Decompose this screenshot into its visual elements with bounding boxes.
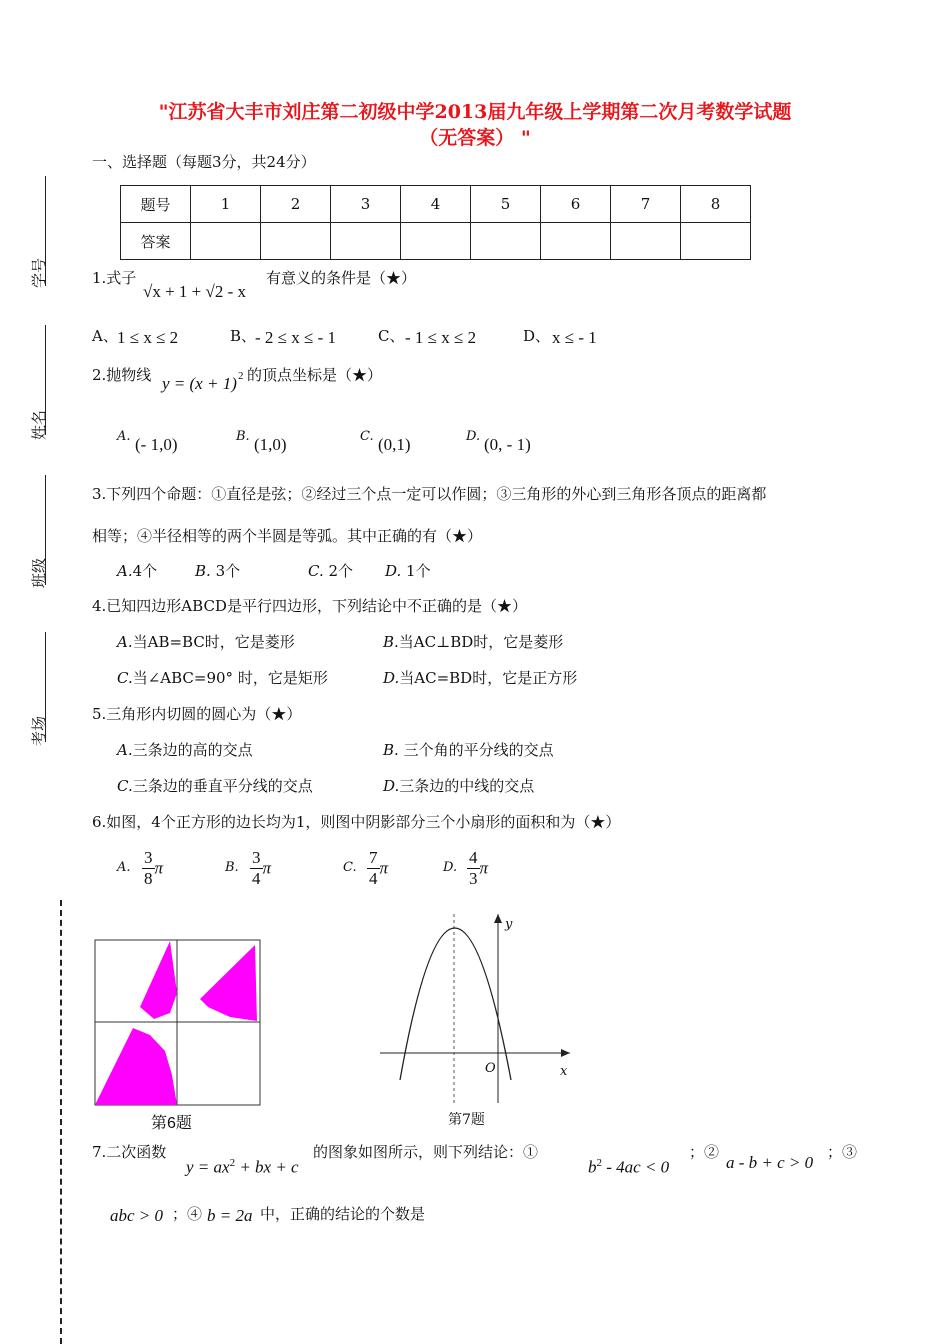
q5-option-b-text: 三个角的平分线的交点 bbox=[398, 741, 554, 759]
q6-option-c bbox=[367, 848, 388, 889]
fig7-y-axis-label: y bbox=[505, 917, 513, 932]
q4-stem: 4.已知四边形ABCD是平行四边形，下列结论中不正确的是（★） bbox=[92, 597, 527, 615]
q2-option-b-label: B. bbox=[236, 429, 250, 444]
question-number-cell: 1 bbox=[191, 186, 261, 223]
q4-option-d-text: 当AC=BD时，它是正方形 bbox=[399, 669, 578, 687]
side-label-class: 班级 bbox=[30, 557, 48, 588]
numerator: 3 bbox=[252, 848, 261, 867]
q1-stem-prefix: 1.式子 bbox=[92, 269, 137, 287]
q6-option-b-label: B. bbox=[225, 860, 239, 875]
q7-conclusion-3: abc > 0 bbox=[110, 1206, 164, 1225]
q3-option-d-text: 1个 bbox=[401, 562, 431, 580]
q5-option-c-label: C. bbox=[117, 777, 133, 795]
q2-option-b: (1,0) bbox=[254, 435, 287, 454]
denominator: 3 bbox=[469, 869, 478, 888]
q7-separator: ；④ bbox=[172, 1205, 203, 1223]
numerator: 3 bbox=[144, 848, 153, 867]
q5-option-a bbox=[117, 740, 253, 760]
pi-symbol: π bbox=[379, 858, 389, 878]
q3-option-b bbox=[195, 561, 240, 581]
q3-stem-line1: 3.下列四个命题：①直径是弦；②经过三个点一定可以作圆；③三角形的外心到三角形各顶点的距离都 bbox=[92, 485, 767, 503]
q3-option-d bbox=[385, 561, 431, 581]
q2-expression: y = (x + 1) bbox=[162, 374, 237, 393]
shaded-sector bbox=[95, 1028, 177, 1105]
answer-table-answer-row bbox=[121, 223, 751, 260]
q7-conclusion-1 bbox=[588, 1153, 669, 1178]
q5-option-d bbox=[383, 776, 534, 796]
q6-option-a bbox=[142, 848, 163, 889]
q5-option-d-text: 三条边的中线的交点 bbox=[399, 777, 535, 795]
shaded-sector bbox=[140, 941, 177, 1019]
fig7-x-axis-label: x bbox=[560, 1064, 568, 1079]
q7-function-rest: + bx + c bbox=[235, 1157, 299, 1177]
question-number-cell: 3 bbox=[331, 186, 401, 223]
q4-option-c bbox=[117, 668, 328, 688]
table-row-label: 题号 bbox=[121, 186, 191, 223]
q2-option-c: (0,1) bbox=[378, 435, 411, 454]
q2-option-a: (- 1,0) bbox=[135, 435, 178, 454]
figure-7-caption: 第7题 bbox=[448, 1112, 485, 1128]
q4-option-a-label: A. bbox=[117, 633, 133, 651]
denominator: 4 bbox=[252, 869, 261, 888]
q2-option-c-label: C. bbox=[360, 429, 374, 444]
q1-option-d-label: D、 bbox=[523, 327, 551, 345]
q7-stem-tail: 中，正确的结论的个数是 bbox=[260, 1205, 426, 1223]
question-number-cell: 8 bbox=[681, 186, 751, 223]
fraction bbox=[367, 848, 380, 889]
q3-option-c-label: C. bbox=[308, 562, 324, 580]
q1-option-a: 1 ≤ x ≤ 2 bbox=[117, 328, 179, 347]
fig7-origin-label: O bbox=[485, 1061, 496, 1076]
q2-stem-prefix: 2.抛物线 bbox=[92, 366, 152, 384]
answer-table-header-row bbox=[121, 186, 751, 223]
q6-option-b bbox=[250, 848, 271, 889]
figure-7-parabola bbox=[378, 908, 578, 1108]
question-number-cell: 5 bbox=[471, 186, 541, 223]
q6-option-c-label: C. bbox=[343, 860, 357, 875]
q1-option-d: x ≤ - 1 bbox=[552, 328, 597, 347]
q6-option-a-label: A. bbox=[117, 860, 131, 875]
q4-option-b bbox=[383, 632, 563, 652]
q1-option-b-label: B、 bbox=[230, 327, 257, 345]
q7-function bbox=[186, 1153, 299, 1178]
answer-cell[interactable] bbox=[541, 223, 611, 260]
cut-line bbox=[60, 900, 62, 1344]
pi-symbol: π bbox=[262, 858, 272, 878]
answer-cell[interactable] bbox=[191, 223, 261, 260]
q7-c1-base: b bbox=[588, 1157, 597, 1177]
side-label-exam-room: 考场 bbox=[30, 715, 48, 746]
q3-stem-line2: 相等；④半径相等的两个半圆是等弧。其中正确的有（★） bbox=[92, 527, 483, 545]
numerator: 7 bbox=[369, 848, 378, 867]
q5-stem: 5.三角形内切圆的圆心为（★） bbox=[92, 705, 302, 723]
q3-option-b-label: B. bbox=[195, 562, 211, 580]
q3-option-d-label: D. bbox=[385, 562, 402, 580]
q4-option-d-label: D. bbox=[383, 669, 400, 687]
q3-option-c-text: 2个 bbox=[323, 562, 354, 580]
q5-option-a-label: A. bbox=[117, 741, 133, 759]
question-number-cell: 2 bbox=[261, 186, 331, 223]
q7-stem-mid: 的图象如图所示，则下列结论：① bbox=[313, 1143, 539, 1161]
answer-cell[interactable] bbox=[331, 223, 401, 260]
fraction bbox=[250, 848, 263, 889]
q3-option-b-text: 3个 bbox=[210, 562, 241, 580]
answer-cell[interactable] bbox=[471, 223, 541, 260]
q3-option-a-label: A. bbox=[117, 562, 133, 580]
q1-option-a-label: A、 bbox=[92, 327, 118, 345]
pi-symbol: π bbox=[479, 858, 489, 878]
exam-title-line2: （无答案） " bbox=[419, 127, 531, 149]
q1-expression: √x + 1 + √2 - x bbox=[143, 282, 246, 301]
q5-option-c bbox=[117, 776, 313, 796]
q3-option-c bbox=[308, 561, 353, 581]
figure-6-squares bbox=[90, 935, 265, 1110]
denominator: 4 bbox=[369, 869, 378, 888]
q7-conclusion-2: a - b + c > 0 bbox=[726, 1153, 814, 1172]
parabola-curve bbox=[400, 928, 511, 1080]
q7-function-exp: 2 bbox=[229, 1157, 236, 1169]
q2-exponent: 2 bbox=[238, 370, 244, 382]
q1-stem-suffix: 有意义的条件是（★） bbox=[266, 269, 417, 287]
denominator: 8 bbox=[144, 869, 153, 888]
side-label-student-id: 学号 bbox=[30, 257, 48, 288]
pi-symbol: π bbox=[154, 858, 164, 878]
answer-cell[interactable] bbox=[401, 223, 471, 260]
section-heading: 一、选择题（每题3分，共24分） bbox=[92, 153, 316, 171]
q5-option-b bbox=[383, 740, 554, 760]
side-label-name: 姓名 bbox=[30, 409, 48, 440]
q2-option-a-label: A. bbox=[117, 429, 131, 444]
q3-option-a-text: 4个 bbox=[132, 562, 158, 580]
answer-table bbox=[120, 185, 751, 260]
q5-option-b-label: B. bbox=[383, 741, 399, 759]
q2-option-d-label: D. bbox=[466, 429, 481, 444]
shaded-sector bbox=[200, 945, 257, 1021]
question-number-cell: 7 bbox=[611, 186, 681, 223]
q7-separator: ；③ bbox=[827, 1143, 858, 1161]
q4-option-a-text: 当AB=BC时，它是菱形 bbox=[132, 633, 295, 651]
q7-stem-prefix: 7.二次函数 bbox=[92, 1143, 167, 1161]
fraction bbox=[467, 848, 480, 889]
exam-title-line1: "江苏省大丰市刘庄第二初级中学2013届九年级上学期第二次月考数学试题 bbox=[158, 101, 792, 123]
numerator: 4 bbox=[469, 848, 478, 867]
q4-option-b-text: 当AC⊥BD时，它是菱形 bbox=[398, 633, 564, 651]
answer-cell[interactable] bbox=[611, 223, 681, 260]
answer-cell[interactable] bbox=[681, 223, 751, 260]
q5-option-d-label: D. bbox=[383, 777, 400, 795]
q6-stem: 6.如图，4个正方形的边长均为1，则图中阴影部分三个小扇形的面积和为（★） bbox=[92, 813, 621, 831]
q1-option-c: - 1 ≤ x ≤ 2 bbox=[405, 328, 477, 347]
question-number-cell: 4 bbox=[401, 186, 471, 223]
q7-c1-rest: - 4ac < 0 bbox=[602, 1157, 670, 1177]
q6-option-d bbox=[467, 848, 488, 889]
q4-option-a bbox=[117, 632, 295, 652]
q4-option-d bbox=[383, 668, 577, 688]
q5-option-a-text: 三条边的高的交点 bbox=[132, 741, 253, 759]
q2-option-d: (0, - 1) bbox=[484, 435, 531, 454]
fraction bbox=[142, 848, 155, 889]
q7-conclusion-4: b = 2a bbox=[207, 1206, 253, 1225]
question-number-cell: 6 bbox=[541, 186, 611, 223]
q4-option-c-label: C. bbox=[117, 669, 133, 687]
q4-option-c-text: 当∠ABC=90° 时，它是矩形 bbox=[132, 669, 328, 687]
q1-option-b: - 2 ≤ x ≤ - 1 bbox=[255, 328, 336, 347]
figure-6-caption: 第6题 bbox=[151, 1115, 192, 1132]
q4-option-b-label: B. bbox=[383, 633, 399, 651]
q6-option-d-label: D. bbox=[443, 860, 458, 875]
q7-function-base: y = ax bbox=[186, 1157, 230, 1177]
q5-option-c-text: 三条边的垂直平分线的交点 bbox=[132, 777, 313, 795]
q3-option-a bbox=[117, 561, 157, 581]
q2-stem-suffix: 的顶点坐标是（★） bbox=[247, 366, 383, 384]
table-row-label: 答案 bbox=[121, 223, 191, 260]
q7-separator: ；② bbox=[689, 1143, 720, 1161]
answer-cell[interactable] bbox=[261, 223, 331, 260]
q1-option-c-label: C、 bbox=[378, 327, 405, 345]
q7-c1-exp: 2 bbox=[596, 1157, 602, 1169]
